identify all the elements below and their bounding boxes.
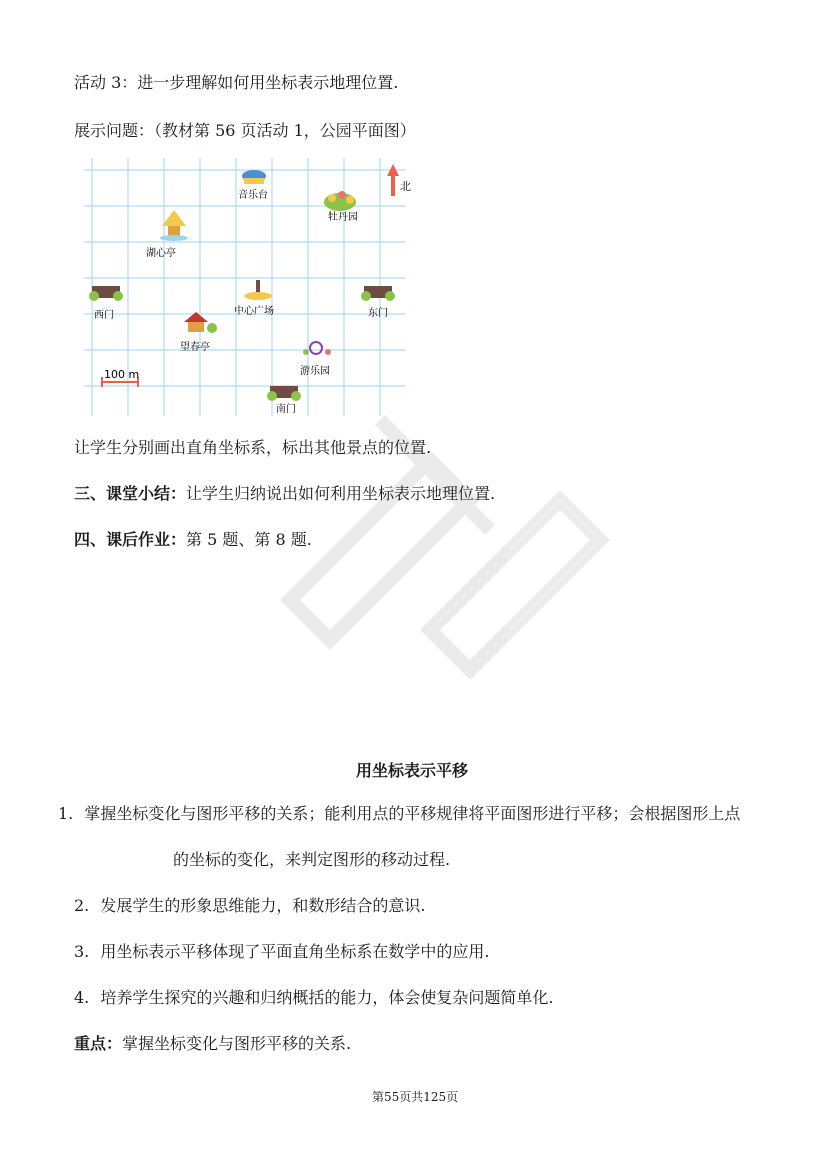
music-stage-icon	[242, 170, 266, 184]
goal-1-text: 掌握坐标变化与图形平移的关系；能利用点的平移规律将平面图形进行平移；会根据图形上点	[84, 804, 741, 823]
goal-2-number: 2.	[74, 896, 90, 915]
activity3-text: 活动 3：进一步理解如何用坐标表示地理位置.	[74, 73, 399, 92]
goal-2-text: 发展学生的形象思维能力，和数形结合的意识.	[100, 896, 426, 915]
place-south-gate: 南门	[276, 404, 296, 415]
goal-3-text: 用坐标表示平移体现了平面直角坐标系在数学中的应用.	[100, 942, 490, 961]
goal-4-number: 4.	[74, 988, 90, 1007]
west-gate-icon	[89, 286, 123, 301]
goal-2	[74, 895, 425, 917]
summary-text: 让学生归纳说出如何利用坐标表示地理位置.	[186, 484, 496, 503]
summary-label: 三、课堂小结：	[74, 484, 187, 503]
goal-3	[74, 941, 489, 963]
park-map	[84, 158, 411, 416]
east-gate-icon	[361, 286, 395, 301]
place-peony-garden: 牡丹园	[328, 212, 358, 223]
key-point-text: 掌握坐标变化与图形平移的关系.	[122, 1034, 352, 1053]
place-central-square: 中心广场	[234, 306, 274, 317]
homework-label: 四、课后作业：	[74, 530, 187, 549]
page-footer: 第55页共125页	[372, 1090, 459, 1104]
north-arrow-icon	[387, 164, 399, 196]
summary-line	[74, 483, 495, 505]
goal-1	[58, 803, 740, 825]
place-music-stage: 音乐台	[238, 190, 268, 201]
homework-line	[74, 529, 312, 551]
place-lake-pavilion: 湖心亭	[146, 248, 176, 259]
place-wangchun-pavilion: 望春亭	[180, 342, 210, 353]
goal-4	[74, 987, 553, 1009]
homework-text: 第 5 题、第 8 题.	[186, 530, 312, 549]
place-amusement-park: 游乐园	[300, 366, 330, 377]
show-problem-text: 展示问题：（教材第 56 页活动 1，公园平面图）	[74, 121, 416, 140]
south-gate-icon	[267, 386, 301, 401]
central-square-icon	[244, 280, 272, 300]
amusement-park-icon	[303, 342, 331, 355]
section-title: 用坐标表示平移	[356, 761, 469, 780]
park-map-figure	[84, 158, 411, 416]
key-point-label: 重点：	[74, 1034, 123, 1053]
goal-4-text: 培养学生探究的兴趣和归纳概括的能力，体会使复杂问题简单化.	[100, 988, 554, 1007]
place-west-gate: 西门	[94, 310, 114, 321]
instruction-text: 让学生分别画出直角坐标系，标出其他景点的位置.	[74, 438, 432, 457]
key-point-line	[74, 1033, 351, 1055]
place-east-gate: 东门	[368, 308, 388, 319]
north-label: 北	[400, 180, 411, 193]
goal-1-continuation: 的坐标的变化，来判定图形的移动过程.	[173, 850, 451, 869]
goal-3-number: 3.	[74, 942, 90, 961]
scale-label: 100 m	[104, 368, 140, 381]
peony-garden-icon	[324, 191, 356, 211]
goal-1-number: 1.	[58, 804, 74, 823]
